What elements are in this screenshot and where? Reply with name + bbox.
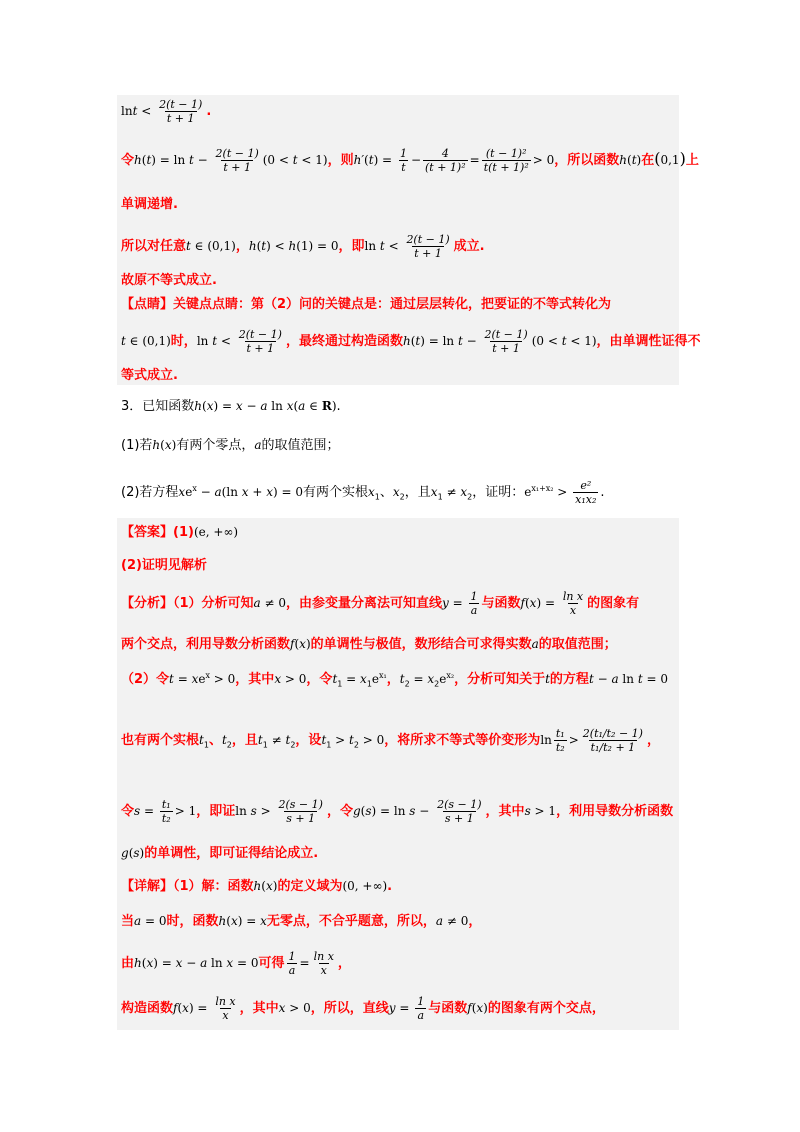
line-any-t: 所以对任意t ∈ (0,1)，h(t) < h(1) = 0，即ln t < $\frac{2(t - 1)}{t + 1}$ 成立. xyxy=(121,233,485,260)
problem-part2: (2)若方程$xe^x - a(\ln$ x + x) = 0有两个实根$x_1$、$x_2$，且$x_1 \ne x_2$，证明：$e^{x_1+x_2}$ > $\frac{\text{e²}}{\text{x₁x₂}}$ . xyxy=(121,479,605,506)
detail-line-4: 构造函数f(x) = $\frac{\text{ln x}}{x}$ ，其中x > 0，所以，直线y = $\frac{1}{a}$ 与函数f(x)的图象有两个交点， xyxy=(121,995,605,1022)
analysis-line-6: g(s)的单调性，即可证得结论成立. xyxy=(121,846,319,861)
answer-part2: (2)证明见解析 xyxy=(121,558,207,573)
line-h-derivative: 令h(t) = ln t − $\frac{2(t - 1)}{t + 1}$ (0 < t < 1)，则h′(t) = $\frac{1}{t}$ − $\frac{4}{\text{(t + 1)²}}$ = $\frac{\text{(t − 1)²}}{\text{t(t + 1)²}}$ > 0，所以函数h(t)在(0,1)上 xyxy=(121,147,699,174)
analysis-line-5: 令s = $\frac{\text{t₁}}{\text{t₂}}$ > 1，即证ln s > $\frac{2(s - 1)}{s + 1}$ ，令g(s) = ln s − $\frac{2(s - 1)}{s + 1}$ ，其中s > 1，利用导数分析函数 xyxy=(121,798,674,825)
analysis-line-3: （2）令$t = xe^x > 0$，其中x > 0，令$t_1 = x_1e^{x_1}$，$t_2 = x_2e^{x_2}$，分析可知关于t的方程t − a ln t = 0 xyxy=(121,671,668,689)
problem-statement: 3．已知函数h(x) = x − a ln x(a ∈ R). xyxy=(121,399,341,414)
detail-line-1: 【详解】（1）解：函数h(x)的定义域为(0, +∞). xyxy=(121,879,393,894)
detail-line-3: 由h(x) = x − a ln x = 0可得 $\frac{1}{a}$ = $\frac{\text{ln x}}{x}$ ， xyxy=(121,950,351,977)
analysis-line-4: 也有两个实根$t_1$、$t_2$，且$t_1 \ne t_2$，设$t_1 > t_2 > 0$，将所求不等式等价变形为ln $\frac{\text{t₁}}{\text{t₂}}$ > $\frac{\text{2(t₁/t₂ − 1)}}{\text{t₁/t₂ + 1}}$ ， xyxy=(121,727,660,754)
analysis-line-2: 两个交点，利用导数分析函数f(x)的单调性与极值，数形结合可求得实数a的取值范围； xyxy=(121,637,617,652)
detail-line-2: 当a = 0时，函数h(x) = x无零点，不合乎题意，所以，a ≠ 0， xyxy=(121,914,482,929)
line-conclusion: 故原不等式成立. xyxy=(121,273,217,288)
problem-part1: (1)若h(x)有两个零点，a的取值范围； xyxy=(121,438,340,453)
line-key-point-3: 等式成立. xyxy=(121,368,178,383)
answer-part1: 【答案】(1)(e, +∞) xyxy=(121,525,239,540)
line-key-point: 【点睛】关键点点睛：第（2）问的关键点是：通过层层转化，把要证的不等式转化为 xyxy=(121,297,612,312)
line-ineq: lnt < $\frac{2(t - 1)}{t + 1}$ . xyxy=(121,98,212,125)
analysis-line-1: 【分析】（1）分析可知a ≠ 0，由参变量分离法可知直线y = $\frac{1}{a}$ 与函数f(x) = $\frac{\text{ln x}}{x}$ 的图象有 xyxy=(121,590,640,617)
line-key-point-2: t ∈ (0,1)时，ln t < $\frac{2(t - 1)}{t + 1}$ ，最终通过构造函数h(t) = ln t − $\frac{2(t - 1)}{t + 1}$ (0 < t < 1)，由单调性证得不 xyxy=(121,328,701,355)
line-monotone: 单调递增. xyxy=(121,197,178,212)
